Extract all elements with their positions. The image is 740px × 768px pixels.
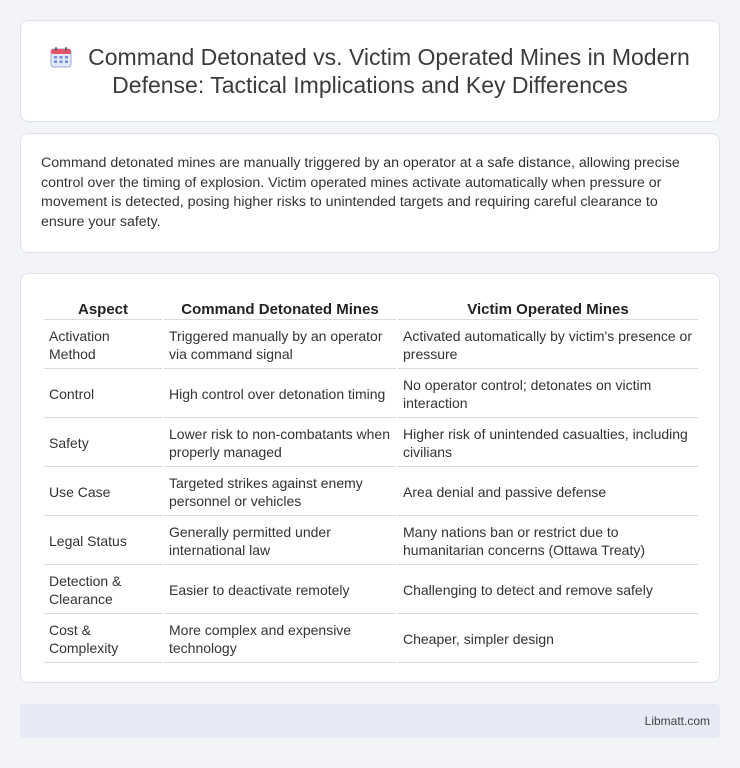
cell-command: Triggered manually by an operator via command signal	[164, 322, 396, 369]
table-row	[44, 567, 698, 614]
title-card	[20, 20, 720, 122]
cell-command: Generally permitted under international law	[164, 518, 396, 565]
header-aspect: Aspect	[44, 294, 162, 320]
header-command-detonated: Command Detonated Mines	[164, 294, 396, 320]
table-row	[44, 469, 698, 516]
cell-victim: Challenging to detect and remove safely	[398, 567, 698, 614]
cell-aspect: Detection & Clearance	[44, 567, 162, 614]
cell-victim: Cheaper, simpler design	[398, 616, 698, 663]
comparison-table	[42, 292, 700, 665]
intro-card	[20, 133, 720, 253]
footer	[20, 704, 720, 738]
table-row	[44, 371, 698, 418]
cell-command: Lower risk to non-combatants when properly managed	[164, 420, 396, 467]
table-row	[44, 420, 698, 467]
cell-victim: Many nations ban or restrict due to humanitarian concerns (Ottawa Treaty)	[398, 518, 698, 565]
cell-victim: Area denial and passive defense	[398, 469, 698, 516]
page-title-text: Command Detonated vs. Victim Operated Mines in Modern Defense: Tactical Implications and Key Differences	[88, 44, 690, 98]
cell-aspect: Activation Method	[44, 322, 162, 369]
cell-command: Targeted strikes against enemy personnel or vehicles	[164, 469, 396, 516]
header-victim-operated: Victim Operated Mines	[398, 294, 698, 320]
footer-brand-link[interactable]: Libmatt.com	[644, 714, 710, 728]
cell-aspect: Cost & Complexity	[44, 616, 162, 663]
page-title	[50, 43, 690, 99]
calendar-icon	[50, 46, 72, 68]
cell-aspect: Use Case	[44, 469, 162, 516]
cell-aspect: Legal Status	[44, 518, 162, 565]
cell-aspect: Control	[44, 371, 162, 418]
cell-aspect: Safety	[44, 420, 162, 467]
cell-victim: Activated automatically by victim's presence or pressure	[398, 322, 698, 369]
cell-victim: Higher risk of unintended casualties, including civilians	[398, 420, 698, 467]
cell-command: High control over detonation timing	[164, 371, 396, 418]
table-row	[44, 616, 698, 663]
cell-command: More complex and expensive technology	[164, 616, 396, 663]
intro-paragraph: Command detonated mines are manually triggered by an operator at a safe distance, allowing precise control over the timing of explosion. Victim operated mines activate automatically when pressure or movement is detected, posing higher risks to unintended targets and requiring careful clearance to ensure your safety.	[41, 155, 680, 230]
cell-command: Easier to deactivate remotely	[164, 567, 396, 614]
table-header-row	[44, 294, 698, 320]
cell-victim: No operator control; detonates on victim interaction	[398, 371, 698, 418]
table-row	[44, 322, 698, 369]
comparison-card	[20, 273, 720, 683]
table-row	[44, 518, 698, 565]
